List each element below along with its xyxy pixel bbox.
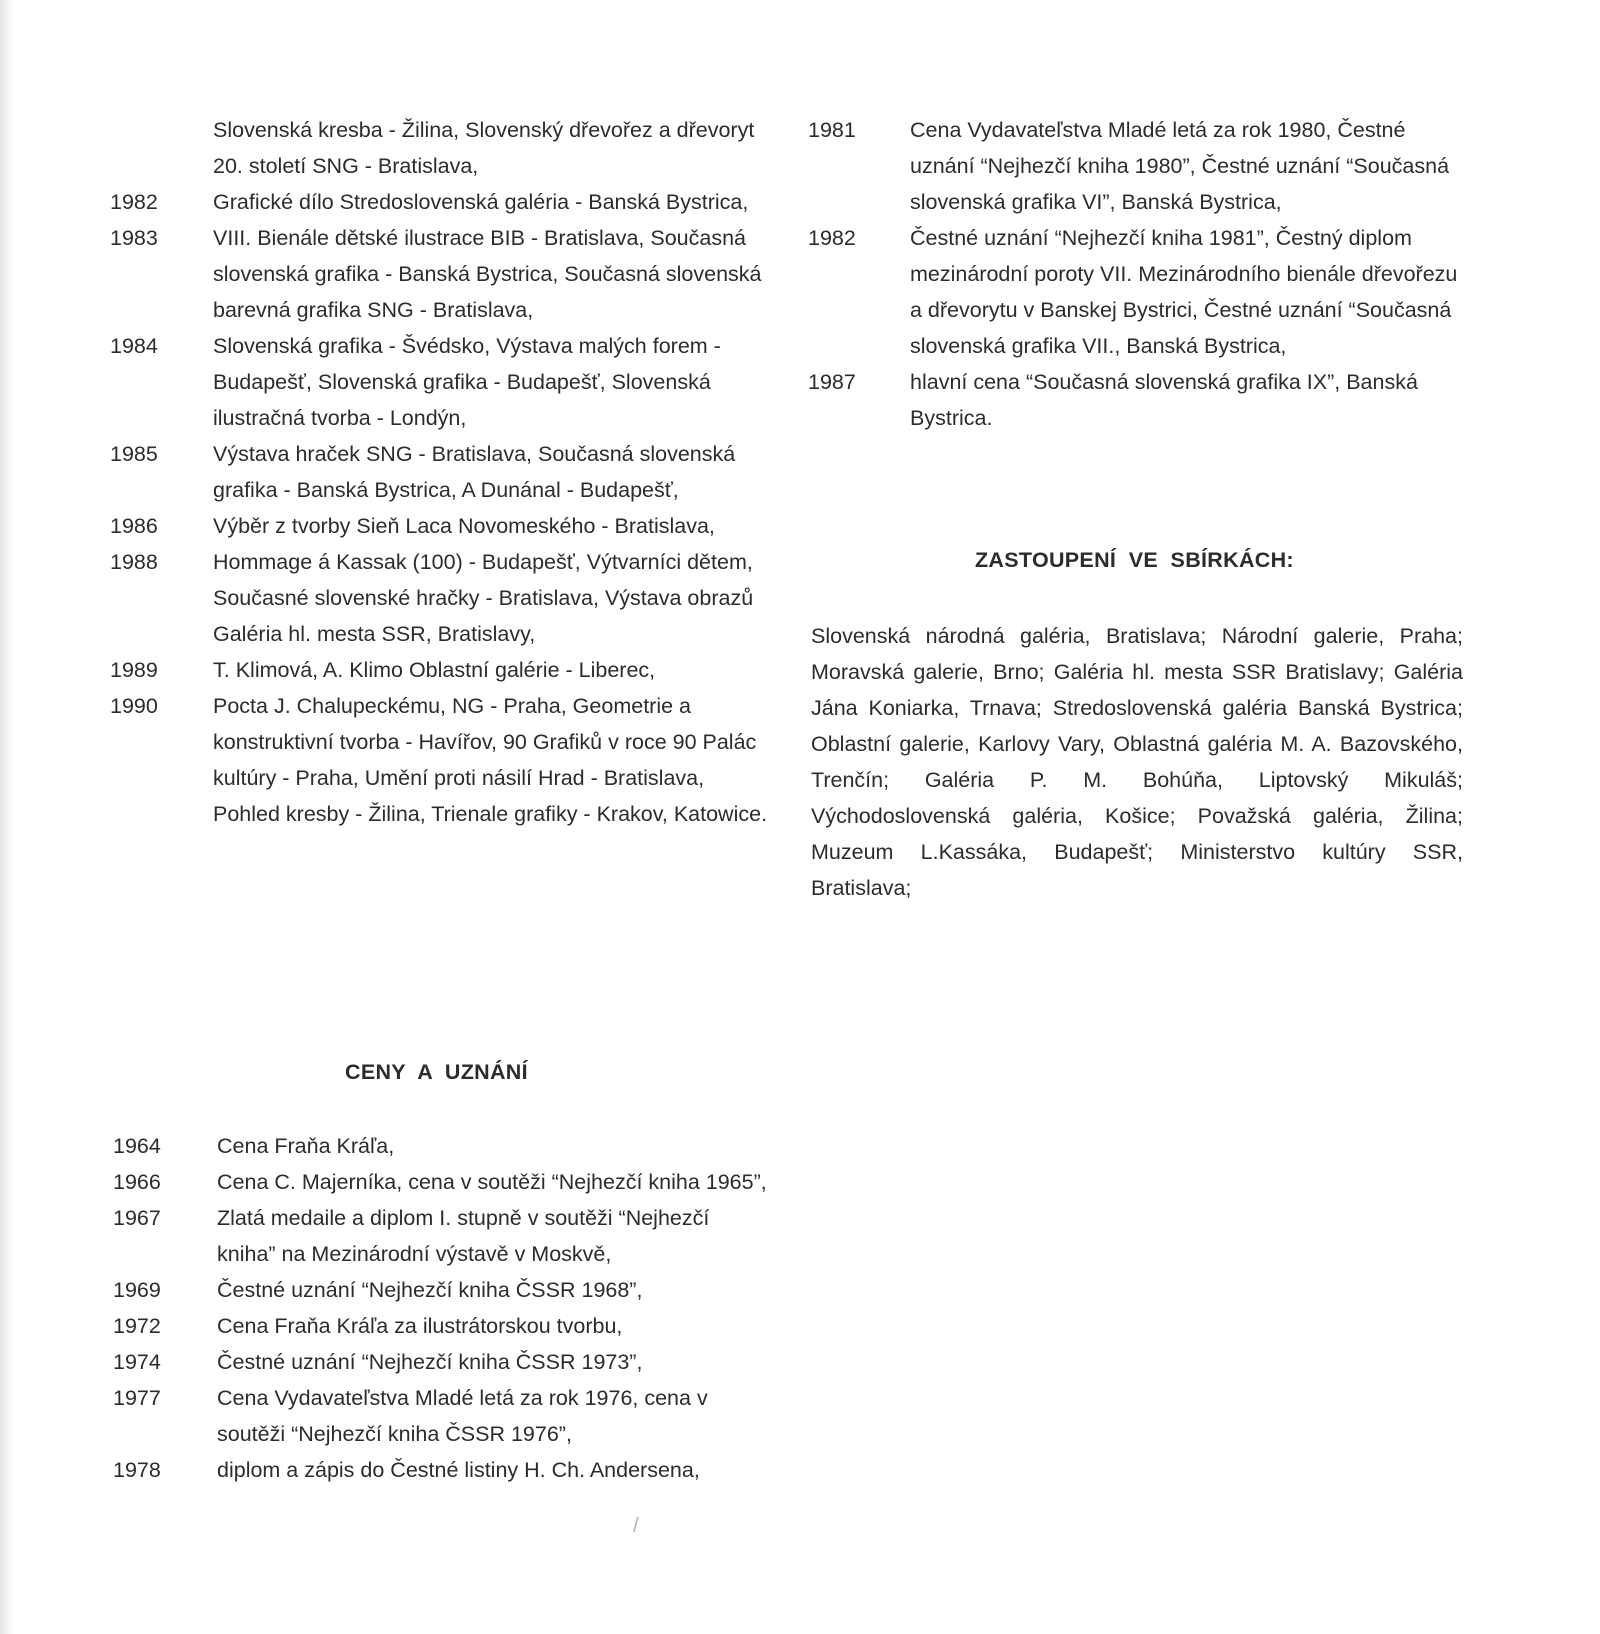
exhibition-text: Slovenská kresba - Žilina, Slovenský dřevořez a dřevoryt 20. století SNG - Bratislava, bbox=[213, 118, 755, 178]
award-year: 1969 bbox=[113, 1278, 161, 1302]
award-entry bbox=[113, 1200, 773, 1272]
award-entry bbox=[808, 220, 1468, 364]
exhibition-entry bbox=[110, 544, 770, 652]
award-year: 1964 bbox=[113, 1134, 161, 1158]
award-year: 1966 bbox=[113, 1170, 161, 1194]
award-text: Cena Fraňa Kráľa za ilustrátorskou tvorbu, bbox=[217, 1314, 623, 1338]
exhibitions-list bbox=[110, 112, 770, 832]
collections-heading: ZASTOUPENÍ VE SBÍRKÁCH: bbox=[975, 548, 1294, 572]
exhibition-entry bbox=[110, 652, 770, 688]
award-entry bbox=[808, 364, 1468, 436]
award-text: Cena Vydavateľstva Mladé letá za rok 1976, cena v soutěži “Nejhezčí kniha ČSSR 1976”, bbox=[217, 1386, 708, 1446]
exhibition-text: Pocta J. Chalupeckému, NG - Praha, Geometrie a konstruktivní tvorba - Havířov, 90 Grafiků v roce 90 Palác kultúry - Praha, Umění proti násilí Hrad - Bratislava, Pohled kresby - Žilina, Trienale grafiky - Krakov, Katowice. bbox=[213, 694, 768, 826]
award-year: 1978 bbox=[113, 1458, 161, 1482]
exhibition-entry bbox=[110, 436, 770, 508]
awards-list-left bbox=[113, 1128, 773, 1488]
exhibition-entry bbox=[110, 220, 770, 328]
award-year: 1981 bbox=[808, 118, 856, 142]
pencil-mark: / bbox=[633, 1515, 639, 1537]
award-text: Čestné uznání “Nejhezčí kniha ČSSR 1968”, bbox=[217, 1278, 643, 1302]
award-entry bbox=[113, 1272, 773, 1308]
exhibition-year: 1989 bbox=[110, 658, 158, 682]
exhibition-year: 1988 bbox=[110, 550, 158, 574]
award-year: 1974 bbox=[113, 1350, 161, 1374]
award-year: 1972 bbox=[113, 1314, 161, 1338]
page-edge-shadow bbox=[0, 0, 14, 1634]
exhibition-text: Slovenská grafika - Švédsko, Výstava malých forem - Budapešť, Slovenská grafika - Budapešť, Slovenská ilustračná tvorba - Londýn, bbox=[213, 334, 721, 430]
exhibition-year: 1983 bbox=[110, 226, 158, 250]
award-text: diplom a zápis do Čestné listiny H. Ch. Andersena, bbox=[217, 1458, 700, 1482]
award-entry bbox=[808, 112, 1468, 220]
awards-heading: CENY A UZNÁNÍ bbox=[345, 1060, 528, 1084]
award-entry bbox=[113, 1344, 773, 1380]
exhibition-text: Grafické dílo Stredoslovenská galéria - Banská Bystrica, bbox=[213, 190, 749, 214]
exhibition-text: Výběr z tvorby Sieň Laca Novomeského - Bratislava, bbox=[213, 514, 715, 538]
exhibition-entry bbox=[110, 112, 770, 184]
exhibition-entry bbox=[110, 688, 770, 832]
award-entry bbox=[113, 1164, 773, 1200]
award-entry bbox=[113, 1452, 773, 1488]
award-text: Čestné uznání “Nejhezčí kniha 1981”, Čestný diplom mezinárodní poroty VII. Mezinárodního bienále dřevořezu a dřevorytu v Banskej Bystrici, Čestné uznání “Současná slovenská grafika VII., Banská Bystrica, bbox=[910, 226, 1458, 358]
award-text: Cena C. Majerníka, cena v soutěži “Nejhezčí kniha 1965”, bbox=[217, 1170, 767, 1194]
exhibition-year: 1986 bbox=[110, 514, 158, 538]
award-text: hlavní cena “Současná slovenská grafika IX”, Banská Bystrica. bbox=[910, 370, 1418, 430]
exhibition-year: 1982 bbox=[110, 190, 158, 214]
award-year: 1977 bbox=[113, 1386, 161, 1410]
award-entry bbox=[113, 1128, 773, 1164]
exhibition-year: 1984 bbox=[110, 334, 158, 358]
exhibition-text: VIII. Bienále dětské ilustrace BIB - Bratislava, Současná slovenská grafika - Banská Bystrica, Současná slovenská barevná grafika SNG - Bratislava, bbox=[213, 226, 762, 322]
exhibition-text: Hommage á Kassak (100) - Budapešť, Výtvarníci dětem, Současné slovenské hračky - Bratislava, Výstava obrazů Galéria hl. mesta SSR, Bratislavy, bbox=[213, 550, 754, 646]
exhibition-entry bbox=[110, 184, 770, 220]
award-text: Čestné uznání “Nejhezčí kniha ČSSR 1973”, bbox=[217, 1350, 643, 1374]
collections-paragraph: Slovenská národná galéria, Bratislava; Národní galerie, Praha; Moravská galerie, Brno; Galéria hl. mesta SSR Bratislavy; Galéria Jána Koniarka, Trnava; Stredoslovenská galéria Banská Bystrica; Oblastní galerie, Karlovy Vary, Oblastná galéria M. A. Bazovského, Trenčín; Galéria P. M. Bohúňa, Liptovský Mikuláš; Východoslovenská galéria, Košice; Považská galéria, Žilina; Muzeum L.Kassáka, Budapešť; Ministerstvo kultúry SSR, Bratislava; bbox=[811, 624, 1463, 900]
exhibition-entry bbox=[110, 508, 770, 544]
award-year: 1967 bbox=[113, 1206, 161, 1230]
exhibition-entry bbox=[110, 328, 770, 436]
exhibition-text: T. Klimová, A. Klimo Oblastní galérie - Liberec, bbox=[213, 658, 656, 682]
exhibition-year: 1985 bbox=[110, 442, 158, 466]
award-text: Cena Fraňa Kráľa, bbox=[217, 1134, 395, 1158]
award-year: 1982 bbox=[808, 226, 856, 250]
award-text: Cena Vydavateľstva Mladé letá za rok 1980, Čestné uznání “Nejhezčí kniha 1980”, Čestné uznání “Současná slovenská grafika VI”, Banská Bystrica, bbox=[910, 118, 1450, 214]
exhibition-year: 1990 bbox=[110, 694, 158, 718]
award-text: Zlatá medaile a diplom I. stupně v soutěži “Nejhezčí kniha” na Mezinárodní výstavě v Moskvě, bbox=[217, 1206, 710, 1266]
awards-list-right bbox=[808, 112, 1468, 436]
award-entry bbox=[113, 1380, 773, 1452]
award-entry bbox=[113, 1308, 773, 1344]
exhibition-text: Výstava hraček SNG - Bratislava, Současná slovenská grafika - Banská Bystrica, A Dunánal - Budapešť, bbox=[213, 442, 736, 502]
award-year: 1987 bbox=[808, 370, 856, 394]
